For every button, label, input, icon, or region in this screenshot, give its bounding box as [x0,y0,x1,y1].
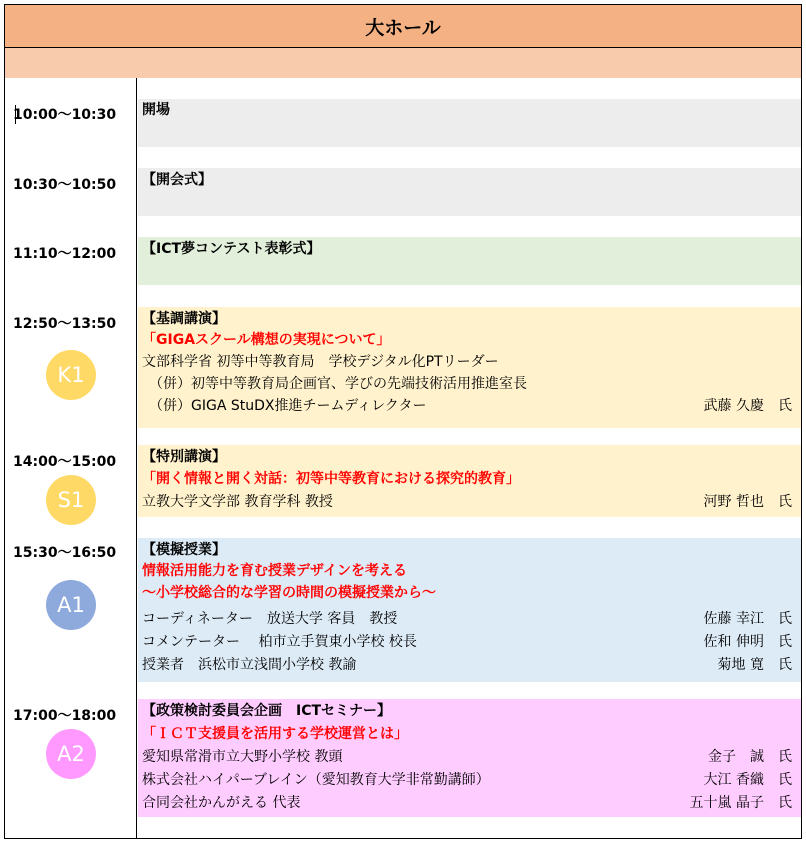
hall-title: 大ホール [365,16,441,39]
speaker-line [142,793,792,813]
session-time: 10:30～10:50 [13,177,117,193]
session-badge: A2 [46,729,96,779]
session-label: 【基調講演】 [142,311,226,327]
speaker-line [142,374,792,394]
speaker-line [142,492,792,512]
session-title: 「ＩＣＴ支援員を活用する学校運営とは」 [142,726,408,742]
session-badge: K1 [46,350,96,400]
session-label: 【模擬授業】 [142,542,226,558]
session-title: 「開く情報と開く対話：初等中等教育における探究的教育」 [142,471,520,487]
speaker-name: 五十嵐 晶子 氏 [689,795,792,811]
speaker-affiliation: 文部科学省 初等中等教育局 学校デジタル化PTリーダー [142,354,499,370]
session-label: 【特別講演】 [142,449,226,465]
session-time: 17:00～18:00 [13,708,117,724]
speaker-name: 菊地 寛 氏 [717,657,792,673]
session-time: 14:00～15:00 [13,454,117,470]
session-badge: A1 [46,580,96,630]
session-time: 11:10～12:00 [13,246,117,262]
hall-header [5,5,801,48]
speaker-name: 河野 哲也 氏 [703,494,792,510]
speaker-name: 金子 誠 氏 [708,749,792,765]
session-time: 10:00～10:30 [13,107,117,123]
session-title: 「GIGAスクール構想の実現について」 [142,332,391,348]
speaker-affiliation: （併）初等中等教育局企画官、学びの先端技術活用推進室長 [142,376,527,392]
speaker-name: 佐和 伸明 氏 [703,634,792,650]
speaker-line [142,396,792,416]
session-badge: S1 [46,475,96,525]
session-label: 【ICT夢コンテスト表彰式】 [142,241,321,257]
speaker-name: 佐藤 幸江 氏 [703,611,792,627]
speaker-affiliation: コメンテーター 柏市立手賀東小学校 校長 [142,634,417,650]
session-time: 15:30～16:50 [13,545,117,561]
session-label: 【開会式】 [142,172,212,188]
session-label: 【政策検討委員会企画 ICTセミナー】 [142,703,392,719]
speaker-affiliation: 合同会社かんがえる 代表 [142,795,301,811]
speaker-affiliation: 愛知県常滑市立大野小学校 教頭 [142,749,343,765]
speaker-affiliation: コーディネーター 放送大学 客員 教授 [142,611,398,627]
subheader-band [5,48,801,78]
speaker-line [142,609,792,629]
speaker-line [142,747,792,767]
speaker-line [142,655,792,675]
speaker-name: 大江 香織 氏 [703,772,792,788]
session-time: 12:50～13:50 [13,316,117,332]
session-title: 情報活用能力を育む授業デザインを考える [142,563,408,579]
speaker-name: 武藤 久慶 氏 [703,398,792,414]
speaker-line [142,632,792,652]
session-label: 開場 [142,102,170,118]
speaker-affiliation: 立教大学文学部 教育学科 教授 [142,494,333,510]
session-subtitle: ～小学校総合的な学習の時間の模擬授業から～ [142,585,436,601]
speaker-line [142,770,792,790]
schedule-sheet [4,4,802,839]
speaker-affiliation: 授業者 浜松市立浅間小学校 教諭 [142,657,357,673]
speaker-affiliation: 株式会社ハイパーブレイン（愛知教育大学非常勤講師） [142,772,490,788]
speaker-line [142,352,792,372]
column-divider [136,78,137,838]
speaker-affiliation: （併）GIGA StuDX推進チームディレクター [142,398,427,414]
